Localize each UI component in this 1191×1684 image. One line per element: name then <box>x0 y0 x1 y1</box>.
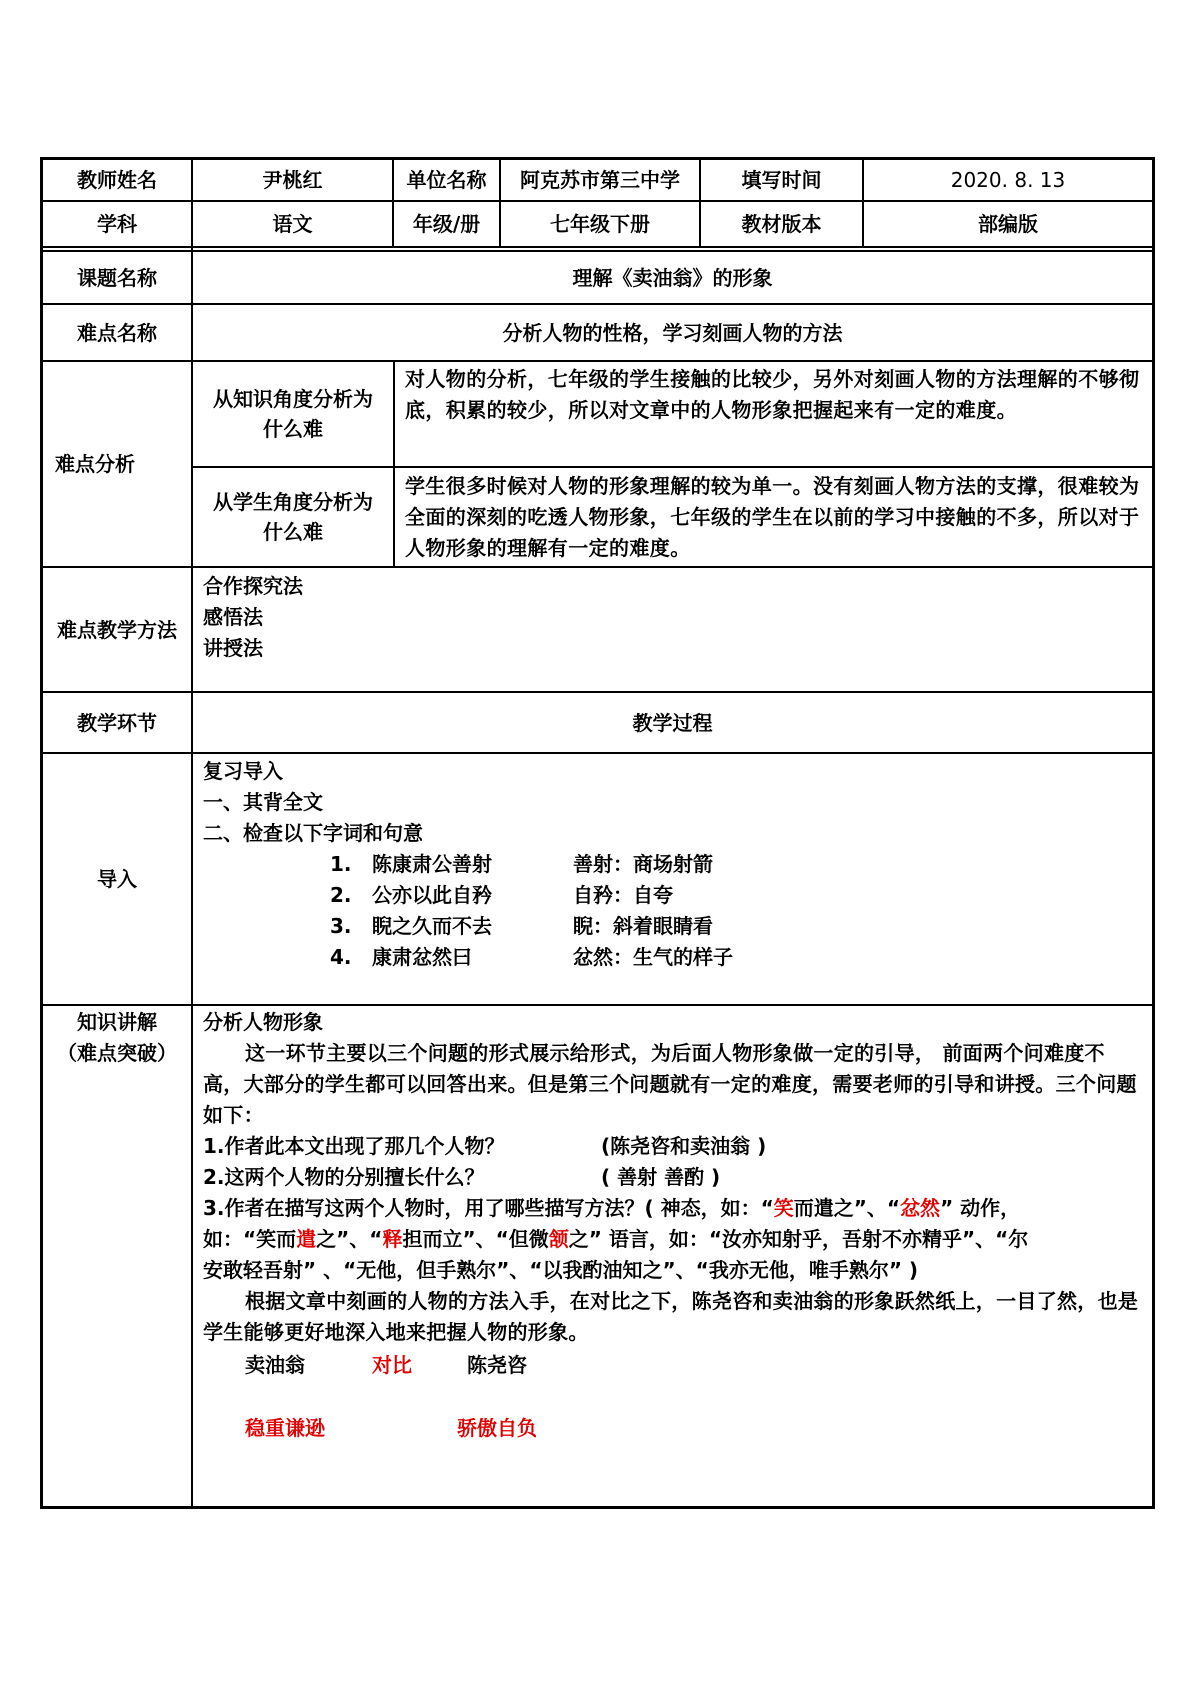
student-angle-label-line1: 从学生角度分析为 <box>213 490 373 514</box>
method-item: 感悟法 <box>203 605 263 629</box>
edition-label: 教材版本 <box>741 212 822 236</box>
analysis-label: 难点分析 <box>55 452 135 476</box>
student-angle-text: 学生很多时候对人物的形象理解的较为单一。没有刻画人物方法的支撑，很难较为全面的深刻的吃透人物形象，七年级的学生在以前的学习中接触的不多，所以对于人物形象的理解有一定的难度。 <box>405 474 1140 560</box>
student-angle-label <box>193 468 393 566</box>
q3-text: 担而立”、“但微 <box>402 1227 549 1251</box>
knowledge-summary-paragraph: 根据文章中刻画的人物的方法入手，在对比之下，陈尧咨和卖油翁的形象跃然纸上，一目了然，也是学生能够更好地深入地来把握人物的形象。 <box>203 1289 1139 1344</box>
vocab-gloss: 睨：斜着眼睛看 <box>573 914 713 938</box>
q3-text: ” 动作， <box>940 1196 1021 1220</box>
col-divider <box>393 360 395 568</box>
vocab-phrase: 睨之久而不去 <box>372 914 492 938</box>
q3-text: 如：“笑而 <box>203 1227 297 1251</box>
process-stage-label: 教学环节 <box>77 710 157 735</box>
knowledge-angle-label <box>193 362 393 466</box>
trait-right: 骄傲自负 <box>457 1416 537 1440</box>
answer-2: ( 善射 善酌 ) <box>601 1165 721 1189</box>
intro-title: 复习导入 <box>203 759 283 783</box>
q3-highlight: 忿然 <box>900 1196 941 1220</box>
question-3-line2 <box>203 1224 1145 1254</box>
question-3-line1 <box>203 1193 1145 1223</box>
question-3-line3: 安敢轻吾射” 、“无他，但手熟尔”、“以我酌油知之”、“我亦无他，唯手熟尔” ) <box>203 1258 919 1282</box>
vocab-phrase: 公亦以此自矜 <box>372 883 492 907</box>
subject-value: 语文 <box>272 212 313 236</box>
knowledge-intro-paragraph: 这一环节主要以三个问题的形式展示给形式，为后面人物形象做一定的引导， 前面两个问难度不高，大部分的学生都可以回答出来。但是第三个问题就有一定的难度，需要老师的引导和讲授。三个问题如下： <box>203 1041 1137 1127</box>
table-border-bottom <box>40 1506 1155 1509</box>
vocab-number: 4. <box>330 945 352 969</box>
vocab-number: 2. <box>330 883 352 907</box>
row-divider <box>40 246 1155 248</box>
question-1: 1.作者此本文出现了那几个人物？ <box>203 1134 505 1158</box>
intro-label: 导入 <box>97 867 137 891</box>
vocab-gloss: 自矜：自夸 <box>573 883 673 907</box>
methods-label: 难点教学方法 <box>57 617 177 642</box>
grade-value: 七年级下册 <box>550 212 650 236</box>
q3-highlight: 遣 <box>296 1227 317 1251</box>
row-divider <box>40 752 1155 754</box>
vocab-gloss: 善射：商场射箭 <box>573 852 713 876</box>
knowledge-angle-label-line2: 什么难 <box>263 417 323 441</box>
compare-left: 卖油翁 <box>245 1353 305 1377</box>
unit-name-label: 单位名称 <box>406 168 487 192</box>
topic-value: 理解《卖油翁》的形象 <box>572 265 773 290</box>
teacher-name-value: 尹桃红 <box>262 168 323 192</box>
teacher-name-label: 教师姓名 <box>77 168 157 192</box>
compare-right: 陈尧咨 <box>467 1353 527 1377</box>
compare-mid: 对比 <box>372 1353 412 1377</box>
knowledge-label-line2: （难点突破） <box>57 1041 177 1065</box>
knowledge-label-line1: 知识讲解 <box>77 1010 157 1034</box>
trait-left: 稳重谦逊 <box>245 1416 325 1440</box>
subject-label: 学科 <box>97 212 137 236</box>
date-value: 2020. 8. 13 <box>950 168 1066 192</box>
unit-name-value: 阿克苏市第三中学 <box>520 168 680 192</box>
edition-value: 部编版 <box>978 212 1038 236</box>
q3-text: 之”、“ <box>316 1227 383 1251</box>
knowledge-angle-text: 对人物的分析，七年级的学生接触的比较少，另外对刻画人物的方法理解的不够彻底，积累的较少，所以对文章中的人物形象把握起来有一定的难度。 <box>405 367 1140 422</box>
row-divider <box>40 566 1155 568</box>
row-divider <box>40 1004 1155 1006</box>
intro-step-2: 二、检查以下字词和句意 <box>203 821 423 845</box>
difficulty-value: 分析人物的性格，学习刻画人物的方法 <box>502 320 843 345</box>
student-angle-label-line2: 什么难 <box>263 520 323 544</box>
knowledge-angle-label-line1: 从知识角度分析为 <box>213 387 373 411</box>
grade-label: 年级/册 <box>412 212 481 236</box>
method-item: 合作探究法 <box>203 574 303 598</box>
q3-text: 而遣之”、“ <box>793 1196 901 1220</box>
vocab-phrase: 康肃忿然曰 <box>372 945 472 969</box>
vocab-number: 3. <box>330 914 352 938</box>
question-2: 2.这两个人物的分别擅长什么？ <box>203 1165 485 1189</box>
vocab-gloss: 忿然：生气的样子 <box>573 945 733 969</box>
knowledge-title: 分析人物形象 <box>203 1010 323 1034</box>
answer-1: (陈尧咨和卖油翁 ) <box>601 1134 767 1158</box>
vocab-number: 1. <box>330 852 352 876</box>
topic-label: 课题名称 <box>77 265 157 290</box>
intro-step-1: 一、其背全文 <box>203 790 323 814</box>
date-label: 填写时间 <box>741 168 822 192</box>
q3-highlight: 笑 <box>773 1196 794 1220</box>
q3-text: 之” 语言，如：“汝亦知射乎，吾射不亦精乎”、“尔 <box>568 1227 1029 1251</box>
q3-highlight: 释 <box>382 1227 403 1251</box>
process-title: 教学过程 <box>632 710 713 735</box>
vocab-phrase: 陈康肃公善射 <box>372 852 492 876</box>
q3-text: 3.作者在描写这两个人物时，用了哪些描写方法？( 神态，如：“ <box>203 1196 774 1220</box>
method-item: 讲授法 <box>203 636 263 660</box>
q3-highlight: 颔 <box>548 1227 569 1251</box>
difficulty-label: 难点名称 <box>77 320 157 345</box>
